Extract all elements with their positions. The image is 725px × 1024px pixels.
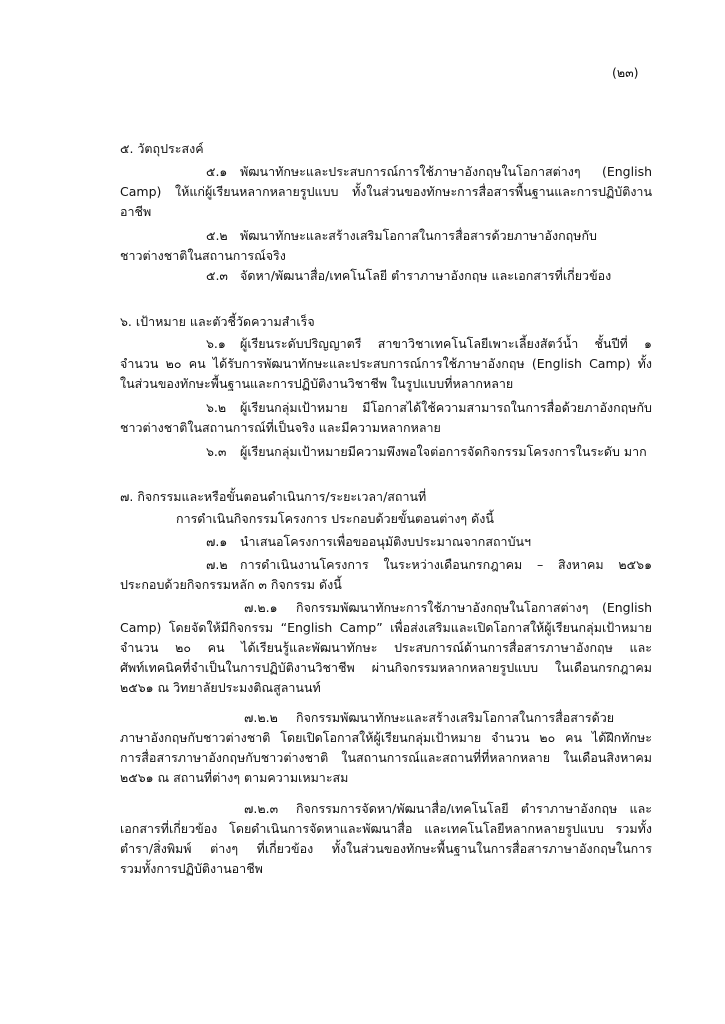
item-6-1-line: ในส่วนของทักษะพื้นฐานและการปฏิบัติงานวิชาชีพ ในรูปแบบที่หลากหลาย — [120, 376, 514, 391]
item-5-1-line: อาชีพ — [120, 204, 152, 219]
item-5-2-line: ชาวต่างชาติในสถานการณ์จริง — [120, 248, 286, 263]
item-7-2-line: ประกอบด้วยกิจกรรมหลัก ๓ กิจกรรม ดังนี้ — [120, 577, 342, 592]
item-6-2-number: ๖.๒ — [206, 400, 227, 415]
activity-7-2-1-line: ศัพท์เทคนิคที่จำเป็นในการปฏิบัติงานวิชาชีพ ผ่านกิจกรรมหลากหลายรูปแบบ ในเดือนกรกฎาคม — [120, 660, 652, 675]
item-5-3-line: จัดหา/พัฒนาสื่อ/เทคโนโลยี ตำราภาษาอังกฤษ และเอกสารที่เกี่ยวข้อง — [240, 268, 612, 283]
item-6-2-line: ชาวต่างชาติในสถานการณ์ที่เป็นจริง และมีความหลากหลาย — [120, 420, 441, 435]
item-6-3-line: ผู้เรียนกลุ่มเป้าหมายมีความพึงพอใจต่อการจัดกิจกรรมโครงการในระดับ มาก — [240, 444, 647, 459]
item-7-1-number: ๗.๑ — [206, 534, 228, 549]
activity-7-2-2-line: การสื่อสารภาษาอังกฤษกับชาวต่างชาติ ในสถานการณ์และสถานที่ที่หลากหลาย ในเดือนสิงหาคม — [120, 750, 652, 765]
item-6-1-number: ๖.๑ — [206, 336, 226, 351]
item-7-2-number: ๗.๒ — [206, 557, 228, 572]
activity-7-2-3-line: ตำรา/สิ่งพิมพ์ ต่างๆ ที่เกี่ยวข้อง ทั้งในส่วนของทักษะพื้นฐานในการสื่อสารภาษาอังกฤษในการ — [120, 841, 652, 856]
activity-7-2-3-line: กิจกรรมการจัดหา/พัฒนาสื่อ/เทคโนโลยี ตำราภาษาอังกฤษ และ — [296, 801, 652, 816]
section-7-heading: ๗. กิจกรรมและหรือขั้นตอนดำเนินการ/ระยะเวลา/สถานที่ — [120, 489, 427, 504]
item-5-2-line: พัฒนาทักษะและสร้างเสริมโอกาสในการสื่อสารด้วยภาษาอังกฤษกับ — [240, 228, 597, 243]
activity-7-2-1-line: ๒๕๖๑ ณ วิทยาลัยประมงติณสูลานนท์ — [120, 680, 321, 695]
activity-7-2-2-line: กิจกรรมพัฒนาทักษะและสร้างเสริมโอกาสในการสื่อสารด้วย — [296, 710, 615, 725]
activity-7-2-1-number: ๗.๒.๑ — [244, 600, 278, 615]
item-5-1-number: ๕.๑ — [206, 164, 228, 179]
activity-7-2-1-line: จำนวน ๒๐ คน ได้เรียนรู้และพัฒนาทักษะ ประสบการณ์ด้านการสื่อสารภาษาอังกฤษ และ — [120, 640, 652, 655]
page-number: (๒๓) — [612, 65, 639, 80]
item-6-3-number: ๖.๓ — [206, 444, 227, 459]
item-6-2-line: ผู้เรียนกลุ่มเป้าหมาย มีโอกาสได้ใช้ความสามารถในการสื่อด้วยภาอังกฤษกับ — [240, 400, 652, 415]
activity-7-2-2-number: ๗.๒.๒ — [244, 710, 278, 725]
section-6-heading: ๖. เป้าหมาย และตัวชี้วัดความสำเร็จ — [120, 314, 315, 329]
item-5-1-line: พัฒนาทักษะและประสบการณ์การใช้ภาษาอังกฤษในโอกาสต่างๆ (English — [240, 164, 652, 179]
item-5-3-number: ๕.๓ — [206, 268, 228, 283]
activity-7-2-3-line: รวมทั้งการปฏิบัติงานอาชีพ — [120, 861, 263, 876]
section-5-heading: ๕. วัตถุประสงค์ — [120, 141, 204, 156]
item-5-2-number: ๕.๒ — [206, 228, 228, 243]
item-6-1-line: จำนวน ๒๐ คน ได้รับการพัฒนาทักษะและประสบการณ์การใช้ภาษาอังกฤษ (English Camp) ทั้ง — [120, 356, 652, 371]
activity-7-2-3-line: เอกสารที่เกี่ยวข้อง โดยดำเนินการจัดหาและพัฒนาสื่อ และเทคโนโลยีหลากหลายรูปแบบ รวมทั้ง — [120, 821, 652, 836]
activity-7-2-2-line: ๒๕๖๑ ณ สถานที่ต่างๆ ตามความเหมาะสม — [120, 770, 349, 785]
item-7-1-line: นำเสนอโครงการเพื่อขออนุมัติงบประมาณจากสถาบันฯ — [240, 534, 532, 549]
activity-7-2-1-line: กิจกรรมพัฒนาทักษะการใช้ภาษาอังกฤษในโอกาสต่างๆ (English — [296, 600, 652, 615]
item-5-1-line: Camp) ให้แก่ผู้เรียนหลากหลายรูปแบบ ทั้งในส่วนของทักษะการสื่อสารพื้นฐานและการปฏิบัติงาน — [120, 184, 652, 199]
activity-7-2-1-line: Camp) โดยจัดให้มีกิจกรรม “English Camp” เพื่อส่งเสริมและเปิดโอกาสให้ผู้เรียนกลุ่มเป้าหมาย — [120, 620, 652, 635]
activity-7-2-3-number: ๗.๒.๓ — [244, 801, 279, 816]
item-7-2-line: การดำเนินงานโครงการ ในระหว่างเดือนกรกฎาคม – สิงหาคม ๒๕๖๑ — [240, 557, 652, 572]
section-7-intro: การดำเนินกิจกรรมโครงการ ประกอบด้วยขั้นตอนต่างๆ ดังนี้ — [176, 511, 494, 526]
item-6-1-line: ผู้เรียนระดับปริญญาตรี สาขาวิชาเทคโนโลยีเพาะเลี้ยงสัตว์น้ำ ชั้นปีที่ ๑ — [240, 336, 652, 351]
activity-7-2-2-line: ภาษาอังกฤษกับชาวต่างชาติ โดยเปิดโอกาสให้ผู้เรียนกลุ่มเป้าหมาย จำนวน ๒๐ คน ได้ฝึกทักษะ — [120, 730, 652, 745]
